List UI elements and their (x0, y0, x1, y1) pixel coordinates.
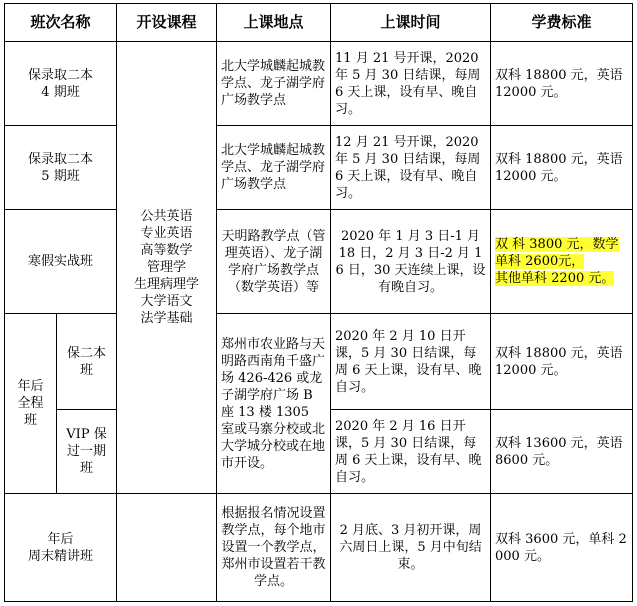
class-name: 保录取二本 5 期班 (5, 126, 117, 210)
table-row (5, 494, 633, 602)
time-cell: 2020 年 1 月 3 日-1 月 18 日，2 月 3 日-2 月 16 日，30 天连续上课，设有晚自习。 (331, 210, 491, 314)
table-row (5, 126, 633, 210)
courses-cell: 公共英语 专业英语 高等数学 管理学 生理病理学 大学语文 法学基础 (117, 42, 217, 494)
class-name: 保录取二本 4 期班 (5, 42, 117, 126)
location-cell: 天明路教学点（管理英语）、龙子湖学府广场教学点（数学英语）等 (217, 210, 331, 314)
course-table (4, 3, 633, 602)
time-cell: 12 月 21 号开课，2020 年 5 月 30 日结课，每周 6 天上课，设有早、晚自习。 (331, 126, 491, 210)
header-row (5, 4, 633, 42)
location-cell: 北大学城麟起城教学点、龙子湖学府广场教学点 (217, 42, 331, 126)
table-row (5, 314, 633, 410)
table-row (5, 42, 633, 126)
class-name: 寒假实战班 (5, 210, 117, 314)
class-name: 年后 周末精讲班 (5, 494, 117, 602)
shared-location-cell: 郑州市农业路与天明路西南角千盛广场 426-426 或龙子湖学府广场 B 座 13 楼 1305 室或马寨分校或北大学城分校或在地市开设。 (217, 314, 331, 494)
time-cell: 2 月底、3 月初开课，周六周日上课，5 月中旬结束。 (331, 494, 491, 602)
header-location: 上课地点 (217, 4, 331, 42)
fee-cell: 双科 18800 元，英语 12000 元。 (491, 126, 633, 210)
empty-courses-cell (117, 494, 217, 602)
fee-cell-highlighted (491, 210, 633, 314)
time-cell: 2020 年 2 月 16 日开课，5 月 30 日结课，每周 6 天上课，设有早、晚自习。 (331, 410, 491, 494)
group-name: 年后 全程 班 (5, 314, 57, 494)
class-name: VIP 保 过一期 班 (57, 410, 117, 494)
header-fee: 学费标准 (491, 4, 633, 42)
class-name: 保二本 班 (57, 314, 117, 410)
time-cell: 11 月 21 号开课，2020 年 5 月 30 日结课，每周 6 天上课，设有早、晚自习。 (331, 42, 491, 126)
table-row (5, 210, 633, 314)
fee-cell: 双科 18800 元，英语 12000 元。 (491, 42, 633, 126)
fee-cell: 双科 13600 元，英语 8600 元。 (491, 410, 633, 494)
header-time: 上课时间 (331, 4, 491, 42)
header-courses: 开设课程 (117, 4, 217, 42)
fee-cell: 双科 3600 元，单科 2000 元。 (491, 494, 633, 602)
fee-highlight: 双 科 3800 元，数学单科 2600元， 其他单科 2200 元。 (495, 237, 619, 286)
time-cell: 2020 年 2 月 10 日开课，5 月 30 日结课，每周 6 天上课，设有早、晚自习。 (331, 314, 491, 410)
fee-cell: 双科 18800 元，英语 12000 元。 (491, 314, 633, 410)
location-cell: 北大学城麟起城教学点、龙子湖学府广场教学点 (217, 126, 331, 210)
header-class-name: 班次名称 (5, 4, 117, 42)
location-cell: 根据报名情况设置教学点，每个地市设置一个教学点，郑州市设置若干教学点。 (217, 494, 331, 602)
